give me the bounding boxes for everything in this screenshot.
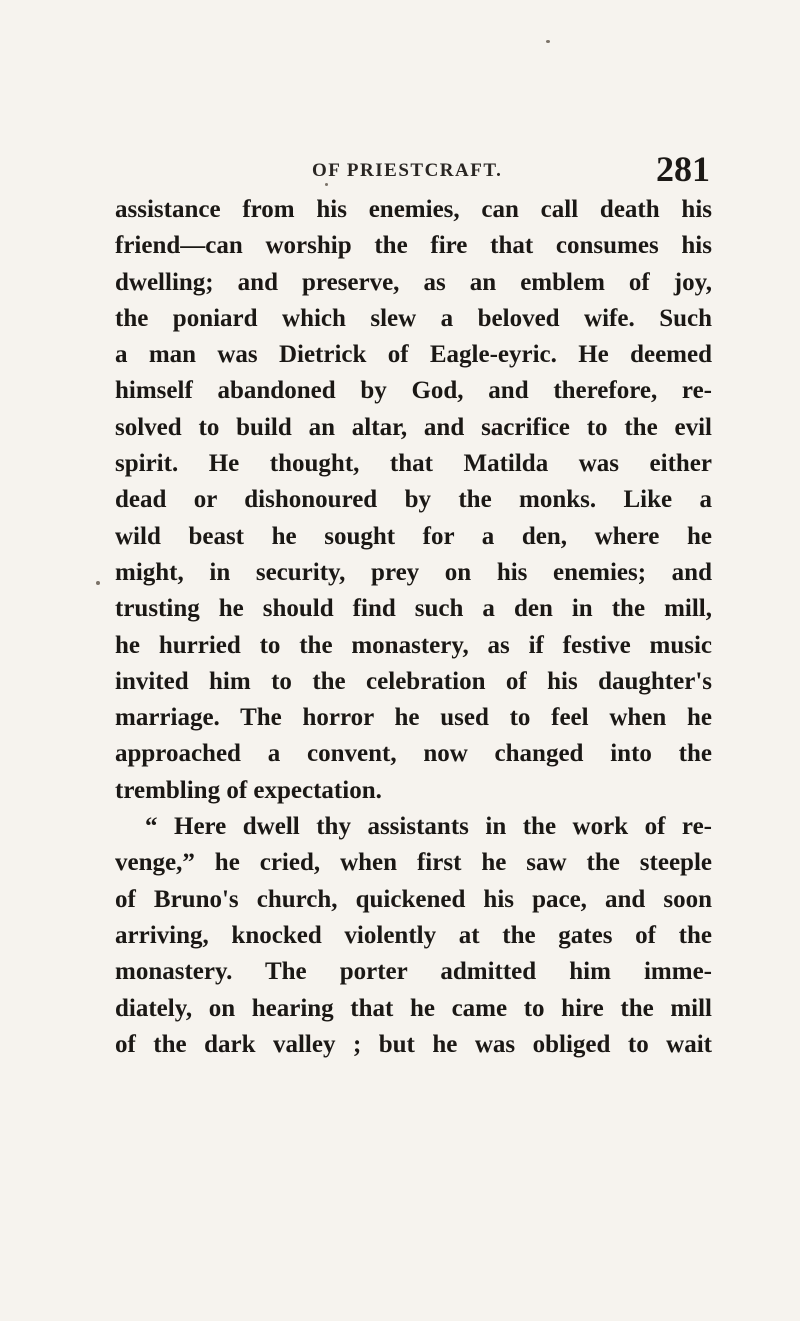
text-line: invited him to the celebration of his daughter's	[115, 667, 712, 695]
text-line: might, in security, prey on his enemies; and	[115, 558, 712, 586]
running-head	[300, 148, 710, 188]
text-line: solved to build an altar, and sacrifice to the evil	[115, 413, 712, 441]
text-line: monastery. The porter admitted him imme-	[115, 958, 712, 986]
paper-speck	[96, 581, 100, 585]
paper-speck	[546, 40, 550, 43]
body-text	[115, 192, 712, 1063]
text-line: he hurried to the monastery, as if festive music	[115, 631, 712, 659]
text-line: friend—can worship the fire that consumes his	[115, 232, 712, 260]
paper-speck	[325, 183, 328, 186]
running-title: OF PRIESTCRAFT.	[312, 160, 503, 181]
text-line: dead or dishonoured by the monks. Like a	[115, 486, 712, 514]
page-number: 281	[656, 149, 710, 189]
text-line: trembling of expectation.	[115, 776, 382, 804]
text-line: approached a convent, now changed into the	[115, 740, 712, 768]
text-line: wild beast he sought for a den, where he	[115, 522, 712, 550]
text-line: the poniard which slew a beloved wife. Such	[115, 304, 712, 332]
text-line: dwelling; and preserve, as an emblem of joy,	[115, 268, 712, 296]
text-line: arriving, knocked violently at the gates of the	[115, 921, 712, 949]
text-line: venge,” he cried, when first he saw the steeple	[115, 849, 712, 877]
text-line: spirit. He thought, that Matilda was either	[115, 450, 712, 478]
text-line: a man was Dietrick of Eagle-eyric. He deemed	[115, 341, 712, 369]
text-line: assistance from his enemies, can call death his	[115, 196, 712, 223]
text-line: diately, on hearing that he came to hire the mill	[115, 994, 712, 1022]
text-line: himself abandoned by God, and therefore, re-	[115, 377, 712, 405]
text-line: marriage. The horror he used to feel when he	[115, 704, 712, 732]
text-line: trusting he should find such a den in the mill,	[115, 595, 712, 623]
text-line: of Bruno's church, quickened his pace, and soon	[115, 885, 712, 913]
text-line: “ Here dwell thy assistants in the work of re-	[145, 813, 712, 841]
text-line: of the dark valley ; but he was obliged to wait	[115, 1030, 712, 1058]
